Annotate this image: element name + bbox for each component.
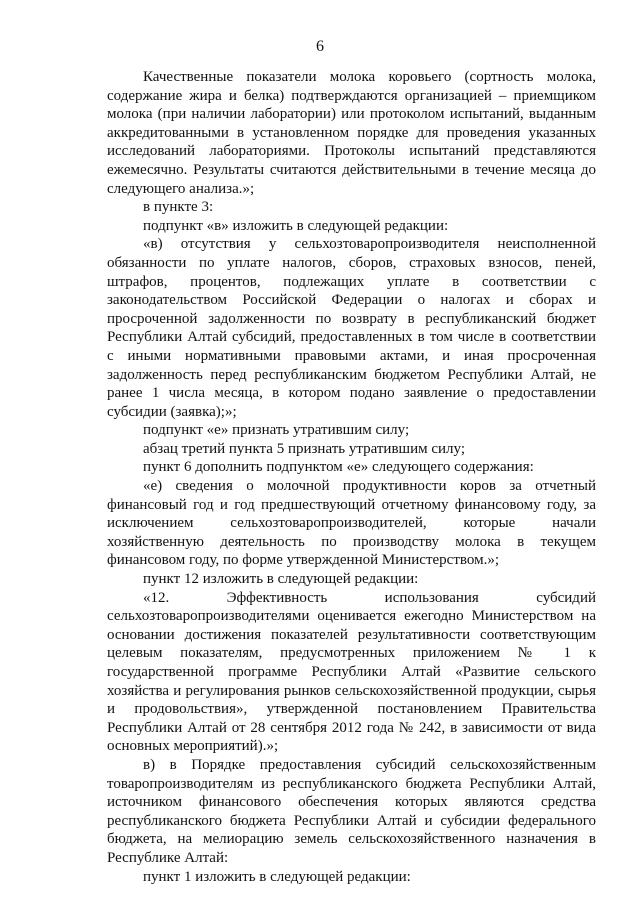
paragraph-point-3: в пункте 3: xyxy=(143,199,214,216)
paragraph-subpoint-e-void: подпункт «е» признать утратившим силу; xyxy=(143,422,410,439)
paragraph-reclamation-procedure: в) в Порядке предоставления субсидий сельскохозяйственным товаропроизводителям из республиканского бюджета Республики Алтай, источником финансового обеспечения которых являются средства республиканского бюджета Республики Алтай и субсидии федерального бюджета, на мелиорацию земель сельскохозяйственного назначения в Республике Алтай: xyxy=(107,756,596,866)
paragraph-subpoint-e-text: «е) сведения о молочной продуктивности коров за отчетный финансовый год и год предшествующий отчетному финансовому году, за исключением сельхозтоваропроизводителей, которые начали хозяйственную деятельность по производству молока в текущем финансовом году, по форме утвержденной Министерством.»; xyxy=(107,478,596,569)
paragraph-point-6-add: пункт 6 дополнить подпунктом «е» следующего содержания: xyxy=(143,459,534,476)
paragraph-point-12-text: «12. Эффективность использования субсидий сельхозтоваропроизводителями оценивается ежегодно Министерством на основании достижения показателей результативности соответствующим целевым показателям, предусмотренных приложением № 1 к государственной программе Республики Алтай «Развитие сельского хозяйства и регулирования рынков сельскохозяйственной продукции, сырья и продовольствия», утвержденной постановлением Правительства Республики Алтай от 28 сентября 2012 года № 242, в зависимости от вида основных мероприятий).»; xyxy=(107,589,596,755)
paragraph-point-5-void: абзац третий пункта 5 признать утратившим силу; xyxy=(143,440,466,457)
paragraph-quality-indicators: Качественные показатели молока коровьего (сортность молока, содержание жира и белка) подтверждаются организацией – приемщиком молока (при наличии лаборатории) или протоколом испытаний, выданным аккредитованными в установленном порядке для проведения указанных исследований лабораториями. Протоколы испытаний представляются ежемесячно. Результаты считаются действительными в течение месяца до следующего анализа.»; xyxy=(107,69,596,197)
paragraph-point-12-edit: пункт 12 изложить в следующей редакции: xyxy=(143,571,419,588)
document-body xyxy=(107,68,596,886)
paragraph-subpoint-v-text: «в) отсутствия у сельхозтоваропроизводителя неисполненной обязанности по уплате налогов, сборов, страховых взносов, пеней, штрафов, процентов, подлежащих уплате в соответствии с законодательством Российской Федерации о налогах и сборах и просроченной задолженности по возврату в республиканский бюджет Республики Алтай субсидий, предоставленных в том числе в соответствии с иными нормативными правовыми актами, и иная просроченная задолженность перед республиканским бюджетом Республики Алтай, не ранее 1 числа месяца, в котором подано заявление о предоставлении субсидии (заявка);»; xyxy=(107,236,596,420)
paragraph-point-1-edit: пункт 1 изложить в следующей редакции: xyxy=(143,868,411,885)
paragraph-subpoint-v-edit: подпункт «в» изложить в следующей редакции: xyxy=(143,217,449,234)
page-number: 6 xyxy=(316,38,324,55)
